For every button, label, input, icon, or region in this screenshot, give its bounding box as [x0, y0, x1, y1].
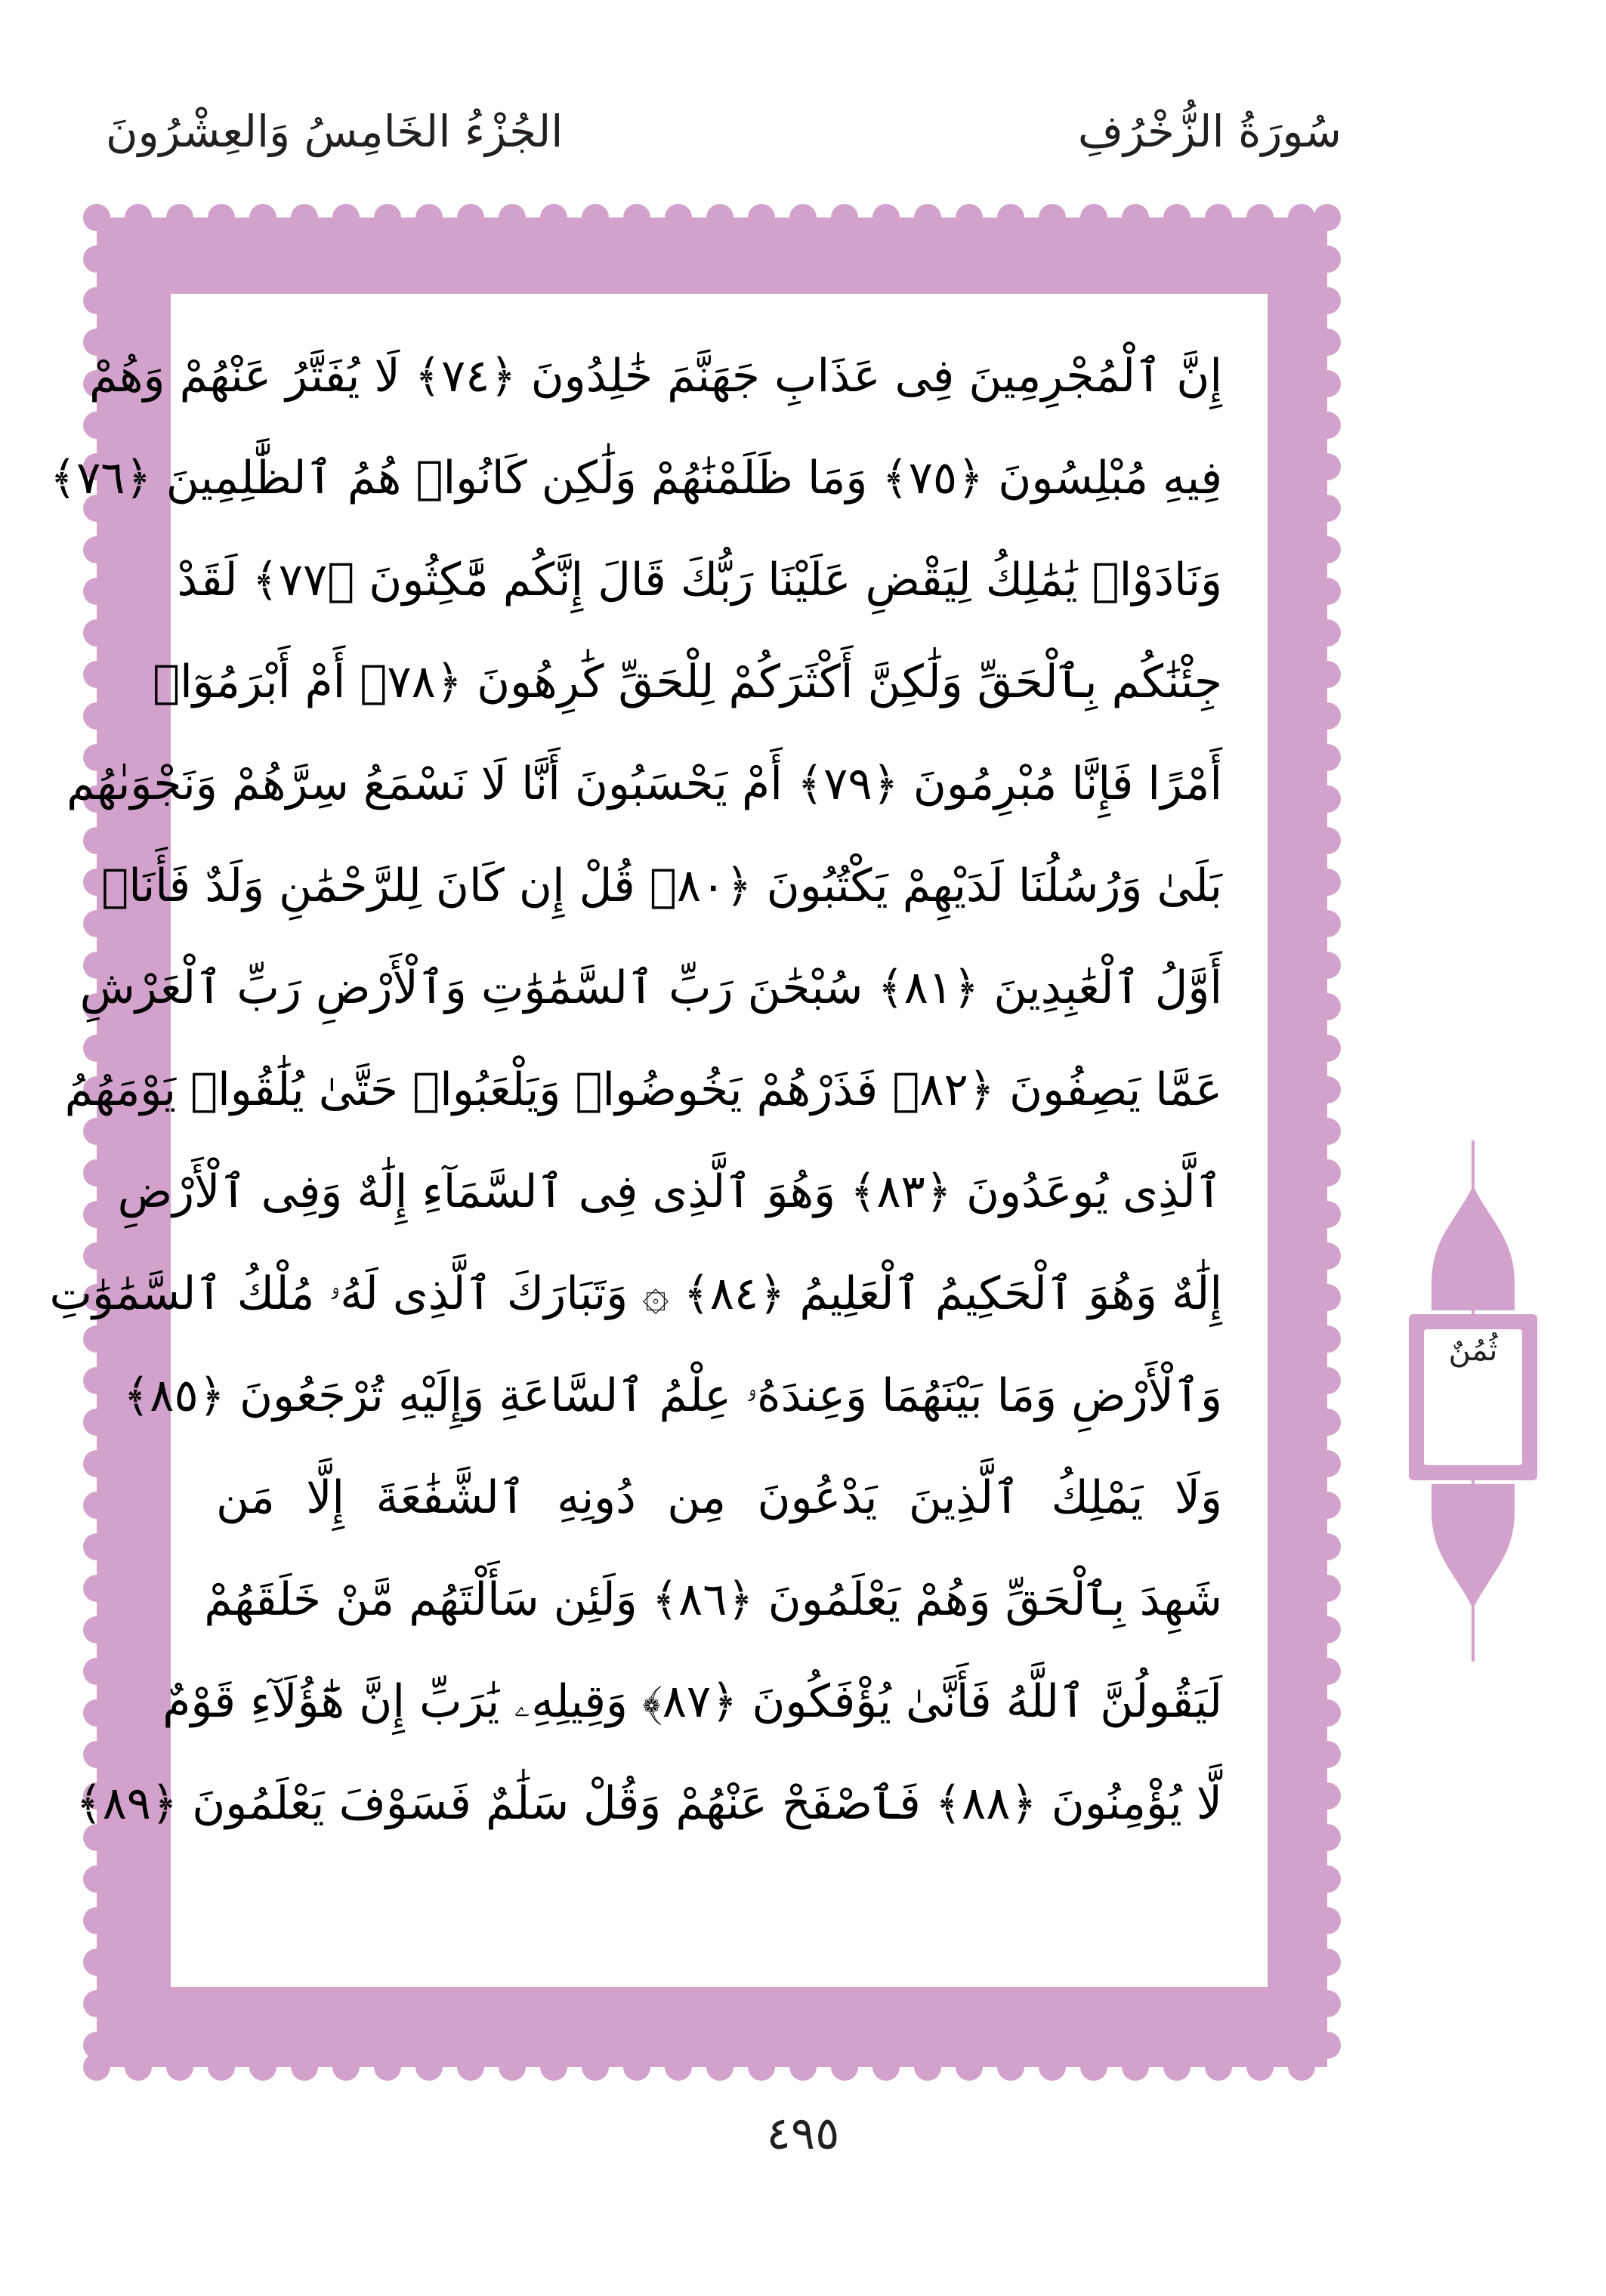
border-scallop — [1314, 1035, 1341, 1062]
border-scallop — [1039, 2054, 1066, 2081]
border-scallop — [1314, 1575, 1341, 1602]
border-scallop — [1314, 1990, 1341, 2017]
border-scallop — [1314, 1782, 1341, 1810]
border-scallop — [582, 2054, 609, 2081]
border-scallop — [1314, 1866, 1341, 1893]
border-scallop — [83, 1658, 110, 1685]
border-scallop — [1314, 412, 1341, 439]
border-scallop — [914, 2054, 941, 2081]
border-scallop — [1122, 2054, 1149, 2081]
border-scallop — [332, 204, 360, 231]
border-scallop — [1246, 204, 1274, 231]
border-scallop — [1314, 1201, 1341, 1228]
border-scallop — [83, 1201, 110, 1228]
border-scallop — [83, 1367, 110, 1394]
border-scallop — [499, 2054, 526, 2081]
border-scallop — [1314, 1450, 1341, 1477]
border-scallop — [956, 204, 983, 231]
border-scallop — [1314, 453, 1341, 480]
text-panel — [49, 291, 1271, 1990]
border-scallop — [748, 2054, 775, 2081]
border-scallop — [623, 204, 650, 231]
border-scallop — [125, 204, 152, 231]
border-scallop — [83, 1990, 110, 2017]
border-scallop — [1314, 204, 1341, 231]
border-scallop — [1314, 1076, 1341, 1103]
text-line: لَّا يُؤْمِنُونَ ﴿٨٨﴾ فَٱصْفَحْ عَنْهُمْ وَقُلْ سَلَٰمٌ فَسَوْفَ يَعْلَمُونَ ﴿٨٩﴾ — [76, 1777, 1222, 1830]
border-scallop — [1314, 1159, 1341, 1187]
border-scallop — [1314, 1492, 1341, 1519]
border-scallop — [1314, 1325, 1341, 1353]
border-scallop — [1039, 204, 1066, 231]
border-scallop — [1314, 744, 1341, 771]
border-scallop — [789, 204, 817, 231]
text-line: عَمَّا يَصِفُونَ ﴿٨٢﴾ فَذَرْهُمْ يَخُوضُوا۟ وَيَلْعَبُوا۟ حَتَّىٰ يُلَٰقُوا۟ يَوْمَهُمُ — [64, 1063, 1222, 1116]
border-scallop — [1205, 204, 1232, 231]
juz-name: الجُزْءُ الخَامِسُ وَالعِشْرُونَ — [106, 106, 564, 157]
border-scallop — [125, 2054, 152, 2081]
border-scallop — [706, 2054, 734, 2081]
border-scallop — [83, 1409, 110, 1436]
border-scallop — [1314, 1242, 1341, 1270]
border-scallop — [706, 204, 734, 231]
border-scallop — [208, 2054, 235, 2081]
border-scallop — [83, 578, 110, 605]
border-scallop — [166, 204, 193, 231]
border-scallop — [789, 2054, 817, 2081]
border-scallop — [83, 287, 110, 314]
border-scallop — [249, 2054, 276, 2081]
border-scallop — [1314, 1409, 1341, 1436]
border-scallop — [166, 2054, 193, 2081]
border-scallop — [1314, 1658, 1341, 1685]
border-scallop — [831, 2054, 858, 2081]
border-scallop — [623, 2054, 650, 2081]
border-scallop — [956, 2054, 983, 2081]
border-scallop — [1314, 245, 1341, 273]
marker-label: ثُمُنٌ — [1448, 1333, 1498, 1368]
border-scallop — [1314, 329, 1341, 356]
border-scallop — [997, 204, 1024, 231]
border-scallop — [83, 1949, 110, 1976]
border-scallop — [1205, 2054, 1232, 2081]
border-scallop — [1314, 952, 1341, 979]
border-scallop — [1288, 2054, 1315, 2081]
text-line: جِئْنَٰكُم بِٱلْحَقِّ وَلَٰكِنَّ أَكْثَرَكُمْ لِلْحَقِّ كَٰرِهُونَ ﴿٧٨﴾ أَمْ أَبْرَمُوٓا۟ — [153, 656, 1222, 708]
border-scallop — [1314, 495, 1341, 522]
border-scallop — [1163, 2054, 1191, 2081]
border-scallop — [872, 204, 900, 231]
border-scallop — [1288, 204, 1315, 231]
border-scallop — [208, 204, 235, 231]
border-scallop — [83, 1616, 110, 1643]
border-scallop — [374, 2054, 401, 2081]
border-scallop — [83, 1575, 110, 1602]
border-scallop — [415, 2054, 443, 2081]
border-scallop — [665, 2054, 692, 2081]
border-scallop — [540, 204, 567, 231]
page-number: ٤٩٥ — [766, 2107, 840, 2160]
border-scallop — [83, 1907, 110, 1934]
border-scallop — [1314, 2032, 1341, 2059]
border-scallop — [1314, 1118, 1341, 1145]
border-scallop — [499, 204, 526, 231]
border-scallop — [1314, 578, 1341, 605]
border-scallop — [1314, 619, 1341, 647]
border-scallop — [1314, 785, 1341, 813]
text-line: ٱلَّذِى يُوعَدُونَ ﴿٨٣﴾ وَهُوَ ٱلَّذِى فِى ٱلسَّمَآءِ إِلَٰهٌ وَفِى ٱلْأَرْضِ — [117, 1165, 1222, 1218]
border-scallop — [748, 204, 775, 231]
border-scallop — [83, 1699, 110, 1727]
text-line: لَيَقُولُنَّ ٱللَّهُ فَأَنَّىٰ يُؤْفَكُونَ ﴿٨٧﴾ وَقِيلِهِۦ يَٰرَبِّ إِنَّ هَٰٓؤُلَآءِ قَوْمٌ — [162, 1675, 1222, 1728]
border-scallop — [1314, 869, 1341, 896]
border-scallop — [83, 661, 110, 688]
surah-name: سُورَةُ الزُّخْرُفِ — [1077, 106, 1342, 157]
border-scallop — [1314, 910, 1341, 937]
text-line: إِلَٰهٌ وَهُوَ ٱلْحَكِيمُ ٱلْعَلِيمُ ﴿٨٤﴾ ۞ وَتَبَارَكَ ٱلَّذِى لَهُۥ مُلْكُ ٱلسَّمَٰوَٰتِ — [49, 1267, 1222, 1320]
border-scallop — [1163, 204, 1191, 231]
border-scallop — [1080, 2054, 1107, 2081]
border-scallop — [1314, 1824, 1341, 1851]
border-scallop — [914, 204, 941, 231]
border-scallop — [1080, 204, 1107, 231]
border-scallop — [582, 204, 609, 231]
text-line: أَوَّلُ ٱلْعَٰبِدِينَ ﴿٨١﴾ سُبْحَٰنَ رَبِّ ٱلسَّمَٰوَٰتِ وَٱلْأَرْضِ رَبِّ ٱلْعَرْشِ — [79, 961, 1222, 1014]
border-scallop — [83, 536, 110, 563]
border-scallop — [83, 1492, 110, 1519]
border-scallop — [291, 204, 318, 231]
border-scallop — [83, 245, 110, 273]
text-line: شَهِدَ بِٱلْحَقِّ وَهُمْ يَعْلَمُونَ ﴿٨٦﴾ وَلَئِن سَأَلْتَهُم مَّنْ خَلَقَهُمْ — [204, 1573, 1222, 1626]
text-line: وَٱلْأَرْضِ وَمَا بَيْنَهُمَا وَعِندَهُۥ عِلْمُ ٱلسَّاعَةِ وَإِلَيْهِ تُرْجَعُونَ ﴿٨٥﴾ — [123, 1369, 1222, 1422]
border-scallop — [249, 204, 276, 231]
border-scallop — [83, 1866, 110, 1893]
border-scallop — [415, 204, 443, 231]
text-line: وَلَا يَمْلِكُ ٱلَّذِينَ يَدْعُونَ مِن دُونِهِ ٱلشَّفَٰعَةَ إِلَّا مَن — [216, 1471, 1222, 1524]
border-scallop — [332, 2054, 360, 2081]
border-scallop — [1314, 1284, 1341, 1311]
border-scallop — [540, 2054, 567, 2081]
border-scallop — [83, 2032, 110, 2059]
border-scallop — [665, 204, 692, 231]
border-scallop — [291, 2054, 318, 2081]
border-scallop — [1314, 536, 1341, 563]
border-scallop — [1314, 702, 1341, 730]
text-line: فِيهِ مُبْلِسُونَ ﴿٧٥﴾ وَمَا ظَلَمْنَٰهُمْ وَلَٰكِن كَانُوا۟ هُمُ ٱلظَّٰلِمِينَ ﴿٧٦﴾ — [49, 452, 1222, 505]
border-scallop — [457, 204, 484, 231]
text-line: وَنَادَوْا۟ يَٰمَٰلِكُ لِيَقْضِ عَلَيْنَا رَبُّكَ قَالَ إِنَّكُم مَّٰكِثُونَ ﴿٧٧﴾ لَقَدْ — [177, 554, 1222, 606]
border-scallop — [1314, 370, 1341, 397]
marker-ornament-icon — [1401, 1140, 1545, 1662]
border-scallop — [1314, 661, 1341, 688]
border-scallop — [83, 1450, 110, 1477]
border-scallop — [1314, 993, 1341, 1020]
border-scallop — [997, 2054, 1024, 2081]
border-scallop — [83, 204, 110, 231]
border-scallop — [83, 619, 110, 647]
border-scallop — [1246, 2054, 1274, 2081]
border-scallop — [1314, 1741, 1341, 1768]
text-line: بَلَىٰ وَرُسُلُنَا لَدَيْهِمْ يَكْتُبُونَ ﴿٨٠﴾ قُلْ إِن كَانَ لِلرَّحْمَٰنِ وَلَدٌ فَأَنَا۠ — [101, 859, 1222, 912]
border-scallop — [1314, 1367, 1341, 1394]
text-line: أَمْرًا فَإِنَّا مُبْرِمُونَ ﴿٧٩﴾ أَمْ يَحْسَبُونَ أَنَّا لَا نَسْمَعُ سِرَّهُمْ وَنَجْوَىٰهُم — [66, 758, 1222, 810]
border-scallop — [83, 702, 110, 730]
border-scallop — [831, 204, 858, 231]
border-scallop — [374, 204, 401, 231]
border-scallop — [83, 1159, 110, 1187]
border-scallop — [1314, 287, 1341, 314]
border-scallop — [83, 1533, 110, 1560]
border-scallop — [1314, 1533, 1341, 1560]
border-scallop — [872, 2054, 900, 2081]
border-scallop — [1314, 827, 1341, 854]
text-line: إِنَّ ٱلْمُجْرِمِينَ فِى عَذَابِ جَهَنَّمَ خَٰلِدُونَ ﴿٧٤﴾ لَا يُفَتَّرُ عَنْهُمْ وَهُمْ — [88, 350, 1222, 403]
border-scallop — [1314, 1907, 1341, 1934]
border-scallop — [1122, 204, 1149, 231]
border-scallop — [1314, 1949, 1341, 1976]
border-scallop — [1314, 1616, 1341, 1643]
border-scallop — [1314, 1699, 1341, 1727]
hizb-marker — [1401, 1140, 1545, 1662]
border-scallop — [457, 2054, 484, 2081]
